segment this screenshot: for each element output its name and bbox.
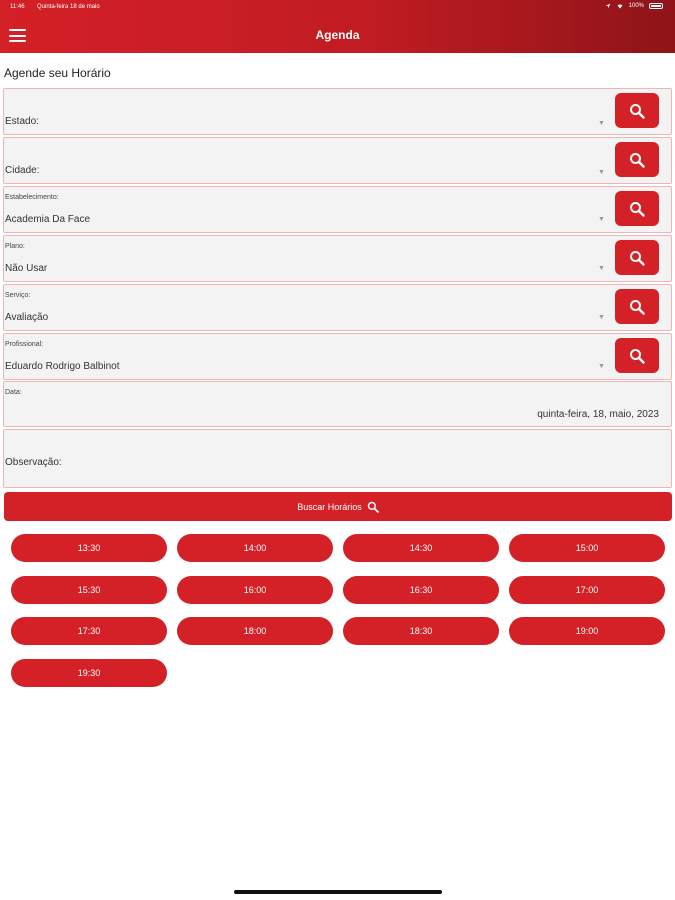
estado-select[interactable]: [3, 88, 672, 135]
plano-value: Não Usar: [5, 263, 48, 274]
date-value: quinta-feira, 18, maio, 2023: [537, 409, 659, 420]
time-slot-button[interactable]: 19:30: [11, 659, 167, 687]
chevron-down-icon: ▼: [598, 169, 605, 176]
servico-value: Avaliação: [5, 312, 49, 323]
time-slot-button[interactable]: 15:00: [509, 534, 665, 562]
chevron-down-icon: ▼: [598, 120, 605, 127]
form-heading: Agende seu Horário: [4, 66, 111, 80]
location-icon: [605, 3, 611, 9]
battery-icon: [649, 3, 663, 9]
date-label: Data:: [5, 389, 22, 396]
profissional-select[interactable]: [3, 333, 672, 380]
servico-select[interactable]: [3, 284, 672, 331]
cidade-search-button[interactable]: [615, 142, 659, 177]
status-indicators: [605, 3, 663, 9]
estado-search-button[interactable]: [615, 93, 659, 128]
chevron-down-icon: ▼: [598, 363, 605, 370]
app-header: [0, 0, 675, 53]
time-slot-button[interactable]: 19:00: [509, 617, 665, 645]
search-icon: [629, 299, 645, 315]
search-icon: [629, 250, 645, 266]
servico-search-button[interactable]: [615, 289, 659, 324]
search-icon: [629, 201, 645, 217]
plano-select[interactable]: [3, 235, 672, 282]
profissional-value: Eduardo Rodrigo Balbinot: [5, 361, 120, 372]
status-bar: [0, 0, 675, 14]
wifi-icon: [616, 3, 624, 9]
time-slot-button[interactable]: 16:30: [343, 576, 499, 604]
cidade-value: Cidade:: [5, 165, 40, 176]
status-date: Quinta-feira 18 de maio: [37, 4, 100, 10]
search-icon: [367, 501, 379, 513]
profissional-label: Profissional:: [5, 341, 44, 348]
home-indicator[interactable]: [234, 890, 442, 894]
chevron-down-icon: ▼: [598, 314, 605, 321]
time-slot-button[interactable]: 13:30: [11, 534, 167, 562]
observacao-field[interactable]: [3, 429, 672, 488]
time-slot-button[interactable]: 18:30: [343, 617, 499, 645]
observacao-placeholder: Observação:: [5, 457, 62, 468]
estado-value: Estado:: [5, 116, 39, 127]
time-slot-button[interactable]: 17:30: [11, 617, 167, 645]
buscar-horarios-label: Buscar Horários: [297, 501, 362, 512]
estabelecimento-value: Academia Da Face: [5, 214, 91, 225]
servico-label: Serviço:: [5, 292, 31, 299]
chevron-down-icon: ▼: [598, 265, 605, 272]
search-icon: [629, 152, 645, 168]
date-field[interactable]: [3, 381, 672, 427]
chevron-down-icon: ▼: [598, 216, 605, 223]
status-time: 11:46: [10, 4, 25, 10]
page-title: Agenda: [315, 28, 360, 42]
time-slot-button[interactable]: 15:30: [11, 576, 167, 604]
plano-label: Plano:: [5, 243, 25, 250]
profissional-search-button[interactable]: [615, 338, 659, 373]
time-slot-button[interactable]: 14:00: [177, 534, 333, 562]
estabelecimento-search-button[interactable]: [615, 191, 659, 226]
search-icon: [629, 348, 645, 364]
time-slot-button[interactable]: 14:30: [343, 534, 499, 562]
time-slot-button[interactable]: 17:00: [509, 576, 665, 604]
search-icon: [629, 103, 645, 119]
plano-search-button[interactable]: [615, 240, 659, 275]
buscar-horarios-button[interactable]: [4, 492, 672, 521]
estabelecimento-select[interactable]: [3, 186, 672, 233]
time-slot-button[interactable]: 18:00: [177, 617, 333, 645]
cidade-select[interactable]: [3, 137, 672, 184]
estabelecimento-label: Estabelecimento:: [5, 194, 59, 201]
time-slot-button[interactable]: 16:00: [177, 576, 333, 604]
battery-percent: 100%: [628, 3, 644, 9]
